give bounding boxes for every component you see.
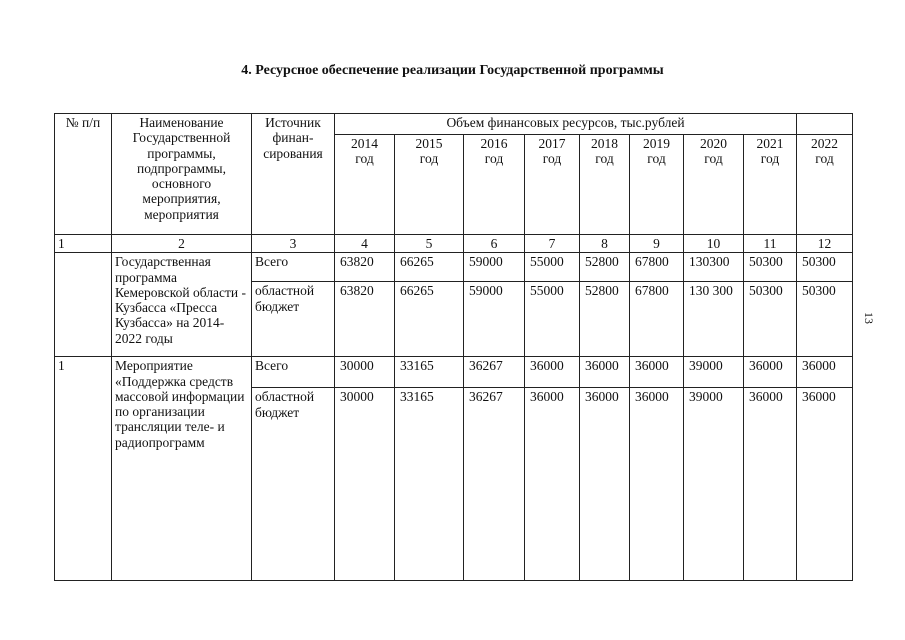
funding-value: 50300	[744, 282, 797, 357]
year-value: 2017	[538, 136, 566, 151]
funding-value: 36000	[525, 388, 580, 581]
column-index: 1	[55, 235, 112, 253]
header-year	[464, 135, 525, 235]
row-name: Государственная программа Кемеровской области - Кузбасса «Пресса Кузбасса» на 2014-2022 годы	[112, 253, 252, 357]
funding-value: 50300	[744, 253, 797, 282]
header-year	[744, 135, 797, 235]
column-index: 11	[744, 235, 797, 253]
funding-value: 63820	[335, 282, 395, 357]
funding-source: областной бюджет	[252, 388, 335, 581]
funding-value: 36267	[464, 357, 525, 388]
column-index: 8	[580, 235, 630, 253]
funding-value: 36000	[525, 357, 580, 388]
header-name: Наименование Государственной программы, подпрограммы, основного мероприятия, мероприятия	[112, 114, 252, 235]
year-value: 2020	[700, 136, 727, 151]
funding-source: Всего	[252, 357, 335, 388]
funding-value: 36000	[797, 357, 853, 388]
page-number: 13	[862, 312, 876, 324]
funding-value: 52800	[580, 253, 630, 282]
header-year	[525, 135, 580, 235]
funding-value: 36000	[630, 357, 684, 388]
year-unit: год	[815, 151, 834, 167]
funding-value: 59000	[464, 253, 525, 282]
header-year	[580, 135, 630, 235]
header-year	[630, 135, 684, 235]
year-value: 2019	[643, 136, 670, 151]
year-value: 2015	[415, 136, 443, 151]
resource-table	[54, 113, 853, 581]
funding-value: 39000	[684, 388, 744, 581]
year-unit: год	[355, 151, 374, 167]
column-index: 12	[797, 235, 853, 253]
table-row	[55, 253, 853, 282]
header-blank	[797, 114, 853, 135]
year-unit: год	[760, 151, 780, 167]
funding-value: 39000	[684, 357, 744, 388]
header-source: Источник финан-сирования	[252, 114, 335, 235]
funding-value: 67800	[630, 253, 684, 282]
funding-value: 36000	[744, 357, 797, 388]
funding-value: 33165	[395, 388, 464, 581]
funding-value: 36000	[580, 388, 630, 581]
year-value: 2022	[811, 136, 838, 151]
year-value: 2014	[351, 136, 378, 151]
row-number: 1	[55, 357, 112, 581]
funding-value: 55000	[525, 253, 580, 282]
funding-value: 59000	[464, 282, 525, 357]
funding-value: 50300	[797, 282, 853, 357]
year-unit: год	[484, 151, 504, 167]
column-index: 4	[335, 235, 395, 253]
funding-value: 52800	[580, 282, 630, 357]
row-name: Мероприятие «Поддержка средств массовой информации по организации трансляции теле- и радиопрограмм	[112, 357, 252, 581]
funding-value: 130 300	[684, 282, 744, 357]
funding-value: 36000	[797, 388, 853, 581]
year-value: 2016	[480, 136, 508, 151]
funding-value: 67800	[630, 282, 684, 357]
funding-value: 30000	[335, 357, 395, 388]
year-unit: год	[542, 151, 562, 167]
funding-value: 130300	[684, 253, 744, 282]
funding-value: 36000	[744, 388, 797, 581]
funding-value: 50300	[797, 253, 853, 282]
funding-source: областной бюджет	[252, 282, 335, 357]
header-no: № п/п	[55, 114, 112, 235]
column-index: 7	[525, 235, 580, 253]
header-year	[797, 135, 853, 235]
funding-value: 63820	[335, 253, 395, 282]
year-value: 2018	[591, 136, 618, 151]
funding-value: 33165	[395, 357, 464, 388]
column-index: 9	[630, 235, 684, 253]
year-unit: год	[647, 151, 666, 167]
funding-value: 36267	[464, 388, 525, 581]
column-index: 6	[464, 235, 525, 253]
page-title: 4. Ресурсное обеспечение реализации Государственной программы	[241, 63, 664, 78]
row-number	[55, 253, 112, 357]
year-unit: год	[419, 151, 439, 167]
header-volume: Объем финансовых ресурсов, тыс.рублей	[335, 114, 797, 135]
table-row	[55, 357, 853, 388]
column-index: 5	[395, 235, 464, 253]
header-year	[395, 135, 464, 235]
column-index: 2	[112, 235, 252, 253]
column-index: 3	[252, 235, 335, 253]
header-year	[335, 135, 395, 235]
funding-value: 36000	[580, 357, 630, 388]
year-unit: год	[595, 151, 614, 167]
funding-value: 36000	[630, 388, 684, 581]
funding-source: Всего	[252, 253, 335, 282]
year-value: 2021	[756, 136, 784, 151]
year-unit: год	[704, 151, 723, 167]
funding-value: 30000	[335, 388, 395, 581]
header-year	[684, 135, 744, 235]
funding-value: 55000	[525, 282, 580, 357]
funding-value: 66265	[395, 253, 464, 282]
column-index: 10	[684, 235, 744, 253]
funding-value: 66265	[395, 282, 464, 357]
